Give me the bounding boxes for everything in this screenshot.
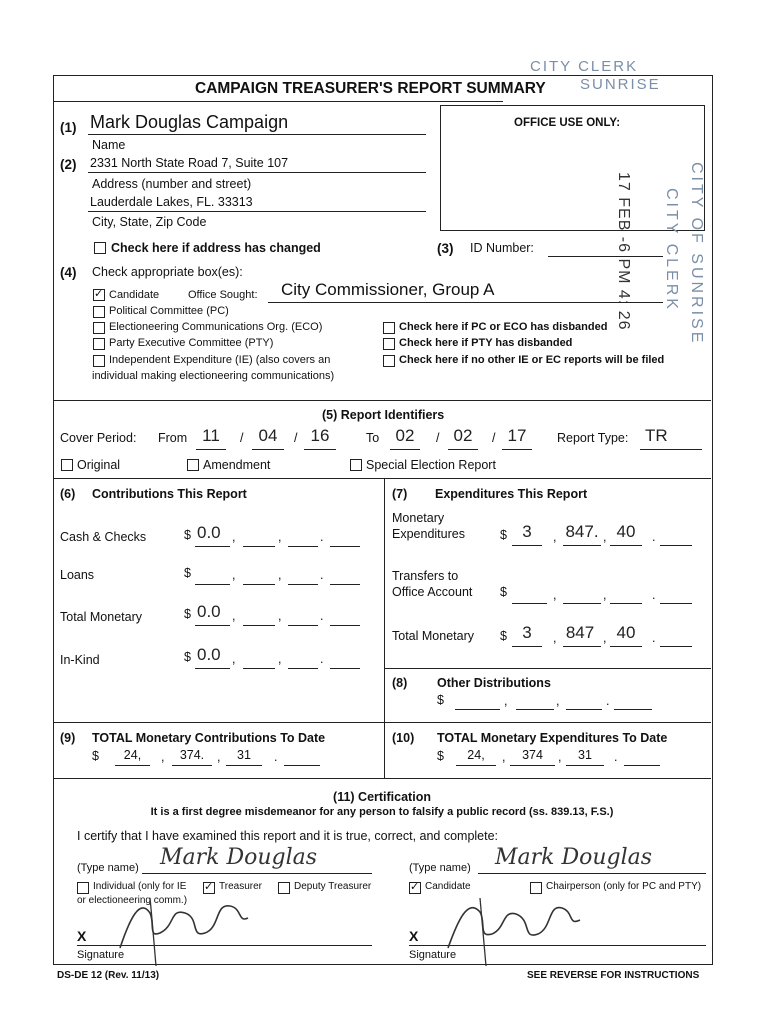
street-address-label: Address (number and street) — [92, 177, 252, 191]
from-slash-2: / — [294, 431, 298, 445]
cash-dollar: $ — [184, 528, 191, 542]
cash-comma-1: , — [232, 530, 236, 544]
total-dot: . — [320, 609, 324, 623]
type-name-value-right[interactable]: Mark Douglas — [495, 845, 653, 870]
other-dollar: $ — [437, 693, 444, 707]
cover-period-label: Cover Period: — [60, 431, 137, 445]
id-number-label: ID Number: — [470, 241, 534, 255]
todate-contrib-comma-1: , — [161, 750, 165, 764]
from-year[interactable]: 16 — [310, 426, 330, 445]
ie-label-line2: individual making electioneering communications) — [92, 370, 335, 382]
from-label: From — [158, 431, 188, 445]
loans-label: Loans — [60, 568, 95, 582]
eco-label: Electioneering Communications Org. (ECO) — [109, 321, 323, 333]
see-reverse: SEE REVERSE FOR INSTRUCTIONS — [527, 970, 700, 981]
contributions-heading: Contributions This Report — [92, 487, 247, 501]
inkind-dot: . — [320, 652, 324, 666]
loans-dot: . — [320, 568, 324, 582]
transfer-comma-2: , — [603, 588, 607, 602]
pty-disbanded-checkbox[interactable] — [383, 338, 395, 350]
section10-number: (10) — [392, 731, 415, 745]
total-exp-hundreds[interactable]: 847 — [565, 623, 595, 642]
section3-number: (3) — [437, 241, 454, 256]
street-address-value[interactable]: 2331 North State Road 7, Suite 107 — [90, 156, 289, 170]
signature-label-left: Signature — [77, 949, 125, 961]
signature-left[interactable] — [110, 878, 260, 968]
inkind-dollar: $ — [184, 650, 191, 664]
exp-comma-2: , — [603, 530, 607, 544]
stamp-city-sunrise: SUNRISE — [580, 76, 661, 93]
contrib-to-date-hundreds[interactable]: 374. — [179, 748, 205, 762]
total-comma-1: , — [232, 609, 236, 623]
monetary-label-1: Monetary — [392, 511, 445, 525]
individual-checkbox[interactable] — [77, 882, 89, 894]
section9-number: (9) — [60, 731, 76, 745]
exp-dollar: $ — [500, 528, 507, 542]
special-election-checkbox[interactable] — [350, 459, 362, 471]
office-use-label: OFFICE USE ONLY: — [514, 117, 621, 129]
in-kind-label: In-Kind — [60, 653, 100, 667]
report-identifiers-heading: (5) Report Identifiers — [322, 408, 445, 422]
other-distributions-heading: Other Distributions — [437, 676, 551, 690]
report-type-label: Report Type: — [557, 431, 629, 445]
type-name-label-left: (Type name) — [77, 862, 139, 874]
chairperson-label: Chairperson (only for PC and PTY) — [546, 881, 702, 892]
totexp-dollar: $ — [500, 629, 507, 643]
todate-exp-dollar: $ — [437, 749, 444, 763]
type-name-label-right: (Type name) — [409, 862, 471, 874]
from-month[interactable]: 11 — [202, 426, 220, 445]
todate-exp-dot: . — [614, 750, 618, 764]
contrib-to-date-thousands[interactable]: 24, — [123, 748, 142, 762]
in-kind-value[interactable]: 0.0 — [197, 645, 221, 664]
eco-checkbox[interactable] — [93, 322, 105, 334]
totexp-comma-1: , — [553, 631, 557, 645]
to-label: To — [366, 431, 380, 445]
amendment-checkbox[interactable] — [187, 459, 199, 471]
section4-number: (4) — [60, 265, 77, 280]
cash-dot: . — [320, 530, 324, 544]
check-boxes-label: Check appropriate box(es): — [92, 265, 243, 279]
section6-number: (6) — [60, 487, 76, 501]
amendment-label: Amendment — [203, 458, 271, 472]
exp-to-date-thousands[interactable]: 24, — [467, 748, 485, 762]
section8-number: (8) — [392, 676, 408, 690]
from-day[interactable]: 04 — [258, 426, 278, 445]
candidate-name-value[interactable]: Mark Douglas Campaign — [90, 112, 289, 132]
other-dot: . — [606, 694, 610, 708]
monetary-label-2: Expenditures — [392, 527, 465, 541]
exp-comma-1: , — [553, 530, 557, 544]
expenditures-heading: Expenditures This Report — [435, 487, 588, 501]
no-other-reports-checkbox[interactable] — [383, 355, 395, 367]
todate-exp-comma-2: , — [558, 750, 562, 764]
to-slash-2: / — [492, 431, 496, 445]
exp-to-date-cents[interactable]: 31 — [578, 748, 592, 762]
total-contrib-to-date-heading: TOTAL Monetary Contributions To Date — [92, 731, 326, 745]
no-other-reports-label: Check here if no other IE or EC reports will be filed — [399, 354, 665, 366]
section1-number: (1) — [60, 120, 77, 135]
total-dollar: $ — [184, 607, 191, 621]
todate-exp-comma-1: , — [502, 750, 506, 764]
original-checkbox[interactable] — [61, 459, 73, 471]
office-sought-value[interactable]: City Commissioner, Group A — [281, 280, 495, 299]
individual-label-1: Individual (only for IE — [93, 881, 187, 892]
pty-label: Party Executive Committee (PTY) — [109, 337, 274, 349]
certify-statement: I certify that I have examined this report and it is true, correct, and complete: — [77, 829, 499, 843]
contrib-to-date-cents[interactable]: 31 — [237, 748, 251, 762]
to-day[interactable]: 02 — [453, 426, 473, 445]
signature-label-right: Signature — [409, 949, 457, 961]
address-changed-label: Check here if address has changed — [111, 241, 321, 255]
totexp-dot: . — [652, 631, 656, 645]
transfers-label-1: Transfers to — [392, 569, 459, 583]
signature-right[interactable] — [440, 880, 590, 970]
todate-contrib-dot: . — [274, 750, 278, 764]
inkind-comma-2: , — [278, 652, 282, 666]
total-monetary-contrib-value[interactable]: 0.0 — [197, 602, 221, 621]
loans-comma-2: , — [278, 568, 282, 582]
from-slash-1: / — [240, 431, 244, 445]
total-exp-cents[interactable]: 40 — [616, 623, 636, 642]
loans-comma-1: , — [232, 568, 236, 582]
totexp-comma-2: , — [603, 631, 607, 645]
deputy-treasurer-checkbox[interactable] — [278, 882, 290, 894]
ie-checkbox[interactable] — [93, 355, 105, 367]
pc-eco-disbanded-label: Check here if PC or ECO has disbanded — [399, 321, 608, 333]
type-name-value-left[interactable]: Mark Douglas — [160, 845, 318, 870]
expenditures-cents[interactable]: 40 — [616, 522, 636, 541]
vertical-clerk-stamp: CITY CLERK — [663, 188, 680, 312]
exp-dot: . — [652, 530, 656, 544]
pc-label: Political Committee (PC) — [109, 305, 229, 317]
pc-checkbox[interactable] — [93, 306, 105, 318]
total-monetary-exp-label: Total Monetary — [392, 629, 474, 643]
city-state-zip-value[interactable]: Lauderdale Lakes, FL. 33313 — [90, 195, 253, 209]
other-comma-1: , — [504, 694, 508, 708]
total-exp-to-date-heading: TOTAL Monetary Expenditures To Date — [437, 731, 668, 745]
candidate-label: Candidate — [109, 289, 160, 301]
signature-x-left: X — [77, 928, 87, 944]
total-monetary-contrib-label: Total Monetary — [60, 610, 142, 624]
received-stamp: 17 FEB -6 PM 4: 26 — [615, 172, 632, 331]
stamp-city-clerk: CITY CLERK — [530, 58, 639, 75]
signature-x-right: X — [409, 928, 419, 944]
form-title: CAMPAIGN TREASURER'S REPORT SUMMARY — [195, 80, 546, 97]
inkind-comma-1: , — [232, 652, 236, 666]
cash-checks-value[interactable]: 0.0 — [197, 523, 221, 542]
special-election-label: Special Election Report — [366, 458, 496, 472]
name-label: Name — [92, 138, 126, 152]
todate-contrib-comma-2: , — [217, 750, 221, 764]
original-label: Original — [77, 458, 121, 472]
todate-contrib-dollar: $ — [92, 749, 99, 763]
expenditures-thousands[interactable]: 3 — [522, 522, 532, 541]
cash-comma-2: , — [278, 530, 282, 544]
address-changed-checkbox[interactable] — [94, 242, 106, 254]
candidate-sign-checkbox[interactable] — [409, 882, 421, 894]
other-comma-2: , — [556, 694, 560, 708]
transfer-dollar: $ — [500, 585, 507, 599]
candidate-sign-label: Candidate — [425, 881, 471, 892]
transfers-label-2: Office Account — [392, 585, 473, 599]
exp-to-date-hundreds[interactable]: 374 — [522, 748, 543, 762]
cash-checks-label: Cash & Checks — [60, 530, 147, 544]
pc-eco-disbanded-checkbox[interactable] — [383, 322, 395, 334]
pty-disbanded-label: Check here if PTY has disbanded — [399, 337, 573, 349]
section7-number: (7) — [392, 487, 408, 501]
expenditures-hundreds[interactable]: 847. — [565, 522, 599, 541]
transfer-dot: . — [652, 588, 656, 602]
form-id: DS-DE 12 (Rev. 11/13) — [57, 970, 160, 981]
to-year[interactable]: 17 — [507, 426, 527, 445]
total-exp-thousands[interactable]: 3 — [522, 623, 532, 642]
treasurer-label: Treasurer — [219, 881, 262, 892]
office-sought-label: Office Sought: — [188, 289, 258, 301]
total-comma-2: , — [278, 609, 282, 623]
city-state-zip-label: City, State, Zip Code — [92, 215, 207, 229]
candidate-checkbox[interactable] — [93, 289, 105, 301]
individual-label-2: or electioneering comm.) — [77, 895, 188, 906]
report-type-value[interactable]: TR — [645, 426, 668, 445]
loans-dollar: $ — [184, 566, 191, 580]
to-month[interactable]: 02 — [395, 426, 415, 445]
certification-heading: (11) Certification — [333, 790, 431, 804]
transfer-comma-1: , — [553, 588, 557, 602]
to-slash-1: / — [436, 431, 440, 445]
pty-checkbox[interactable] — [93, 338, 105, 350]
deputy-treasurer-label: Deputy Treasurer — [294, 881, 372, 892]
vertical-city-stamp: CITY OF SUNRISE — [688, 162, 705, 346]
section2-number: (2) — [60, 157, 77, 172]
certification-warning: It is a first degree misdemeanor for any person to falsify a public record (ss. 839.13, F.S.) — [150, 806, 614, 818]
ie-label-line1: Independent Expenditure (IE) (also covers an — [109, 354, 331, 366]
